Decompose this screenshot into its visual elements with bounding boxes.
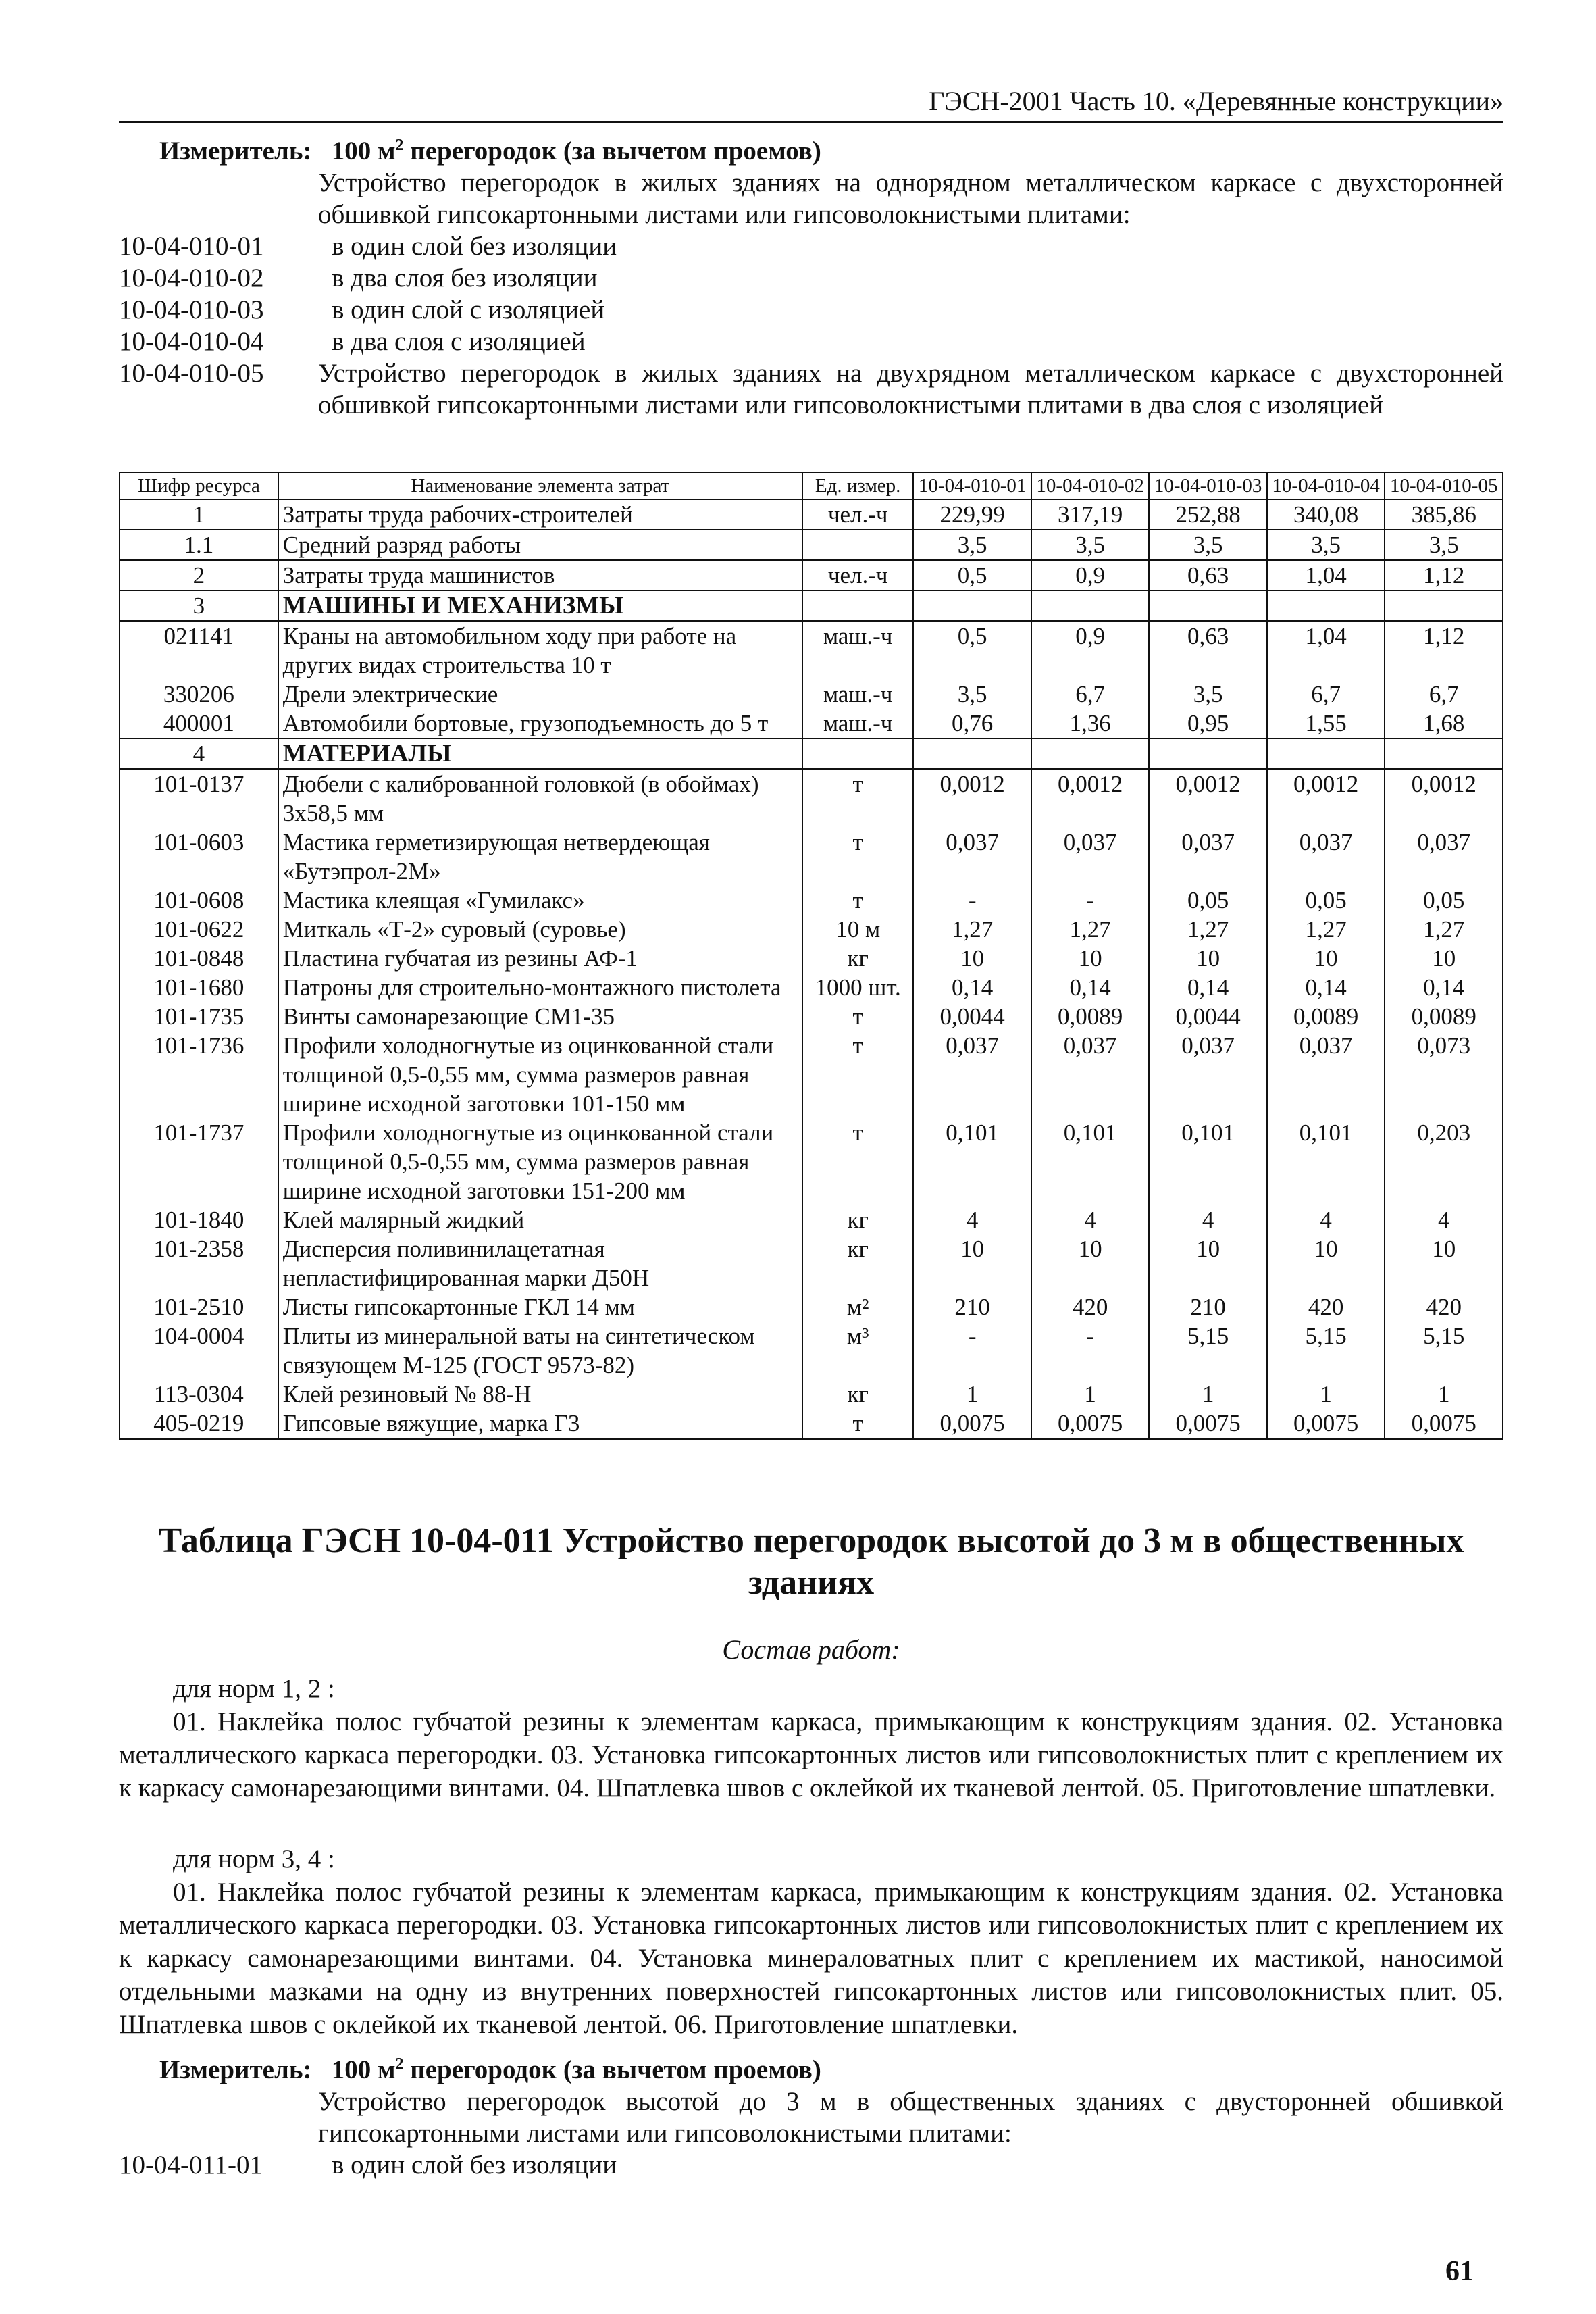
norm-value: 10 [1267, 944, 1385, 973]
top-measure-block [119, 135, 1503, 421]
norm-value [913, 590, 1031, 621]
norm-value: 0,0012 [1385, 769, 1503, 828]
norm-value: 0,0075 [1149, 1409, 1267, 1439]
measure-label: Измеритель: [159, 136, 312, 166]
norm-value: 317,19 [1031, 499, 1150, 530]
norm-value: 0,9 [1031, 621, 1150, 680]
norm-value: 0,14 [1149, 973, 1267, 1002]
norm-value [1031, 590, 1150, 621]
norm-value: 0,14 [913, 973, 1031, 1002]
resource-unit: 1000 шт. [802, 973, 913, 1002]
resource-unit: т [802, 828, 913, 886]
resource-code: 101-1737 [120, 1118, 278, 1205]
table-row [120, 944, 1503, 973]
norm-value: 10 [1385, 944, 1503, 973]
resource-code: 101-1735 [120, 1002, 278, 1031]
resource-unit: т [802, 1002, 913, 1031]
norm-value: 1,68 [1385, 709, 1503, 738]
resource-name: Листы гипсокартонные ГКЛ 14 мм [278, 1292, 802, 1322]
norm-value: 0,037 [1031, 1031, 1150, 1118]
resource-name: МАТЕРИАЛЫ [278, 738, 802, 769]
norm-value: 0,14 [1267, 973, 1385, 1002]
col-header-norm: 10-04-010-04 [1267, 472, 1385, 499]
resource-name: Мастика клеящая «Гумилакс» [278, 886, 802, 915]
resources-table [119, 472, 1503, 1440]
resource-code: 101-1680 [120, 973, 278, 1002]
resource-name: Затраты труда рабочих-строителей [278, 499, 802, 530]
resource-code: 400001 [120, 709, 278, 738]
norm-value: 0,073 [1385, 1031, 1503, 1118]
works-list-3-4: 01. Наклейка полос губчатой резины к элементам каркаса, примыкающим к конструкциям здания. 02. Установка металлического каркаса перегородки. 03. Установка гипсокартонных листов или гипсоволокнистых плит с креплением их к каркасу самонарезающими винтами. 04. Установка минераловатных плит с креплением их мастикой, наносимой отдельными мазками на одну из внутренних поверхностей гипсокартонных листов или гипсоволокнистых плит. 05. Шпатлевка швов с оклейкой их тканевой лентой. 06. Приготовление шпатлевки. [119, 1878, 1503, 2039]
col-header-norm: 10-04-010-03 [1149, 472, 1267, 499]
norm-value: 1,12 [1385, 560, 1503, 590]
norm-value: 3,5 [1385, 530, 1503, 560]
resource-code: 405-0219 [120, 1409, 278, 1439]
table-row [120, 1380, 1503, 1409]
norm-line [119, 357, 1503, 421]
resource-name: Дюбели с калиброванной головкой (в обоймах) 3x58,5 мм [278, 769, 802, 828]
resource-unit: т [802, 1118, 913, 1205]
norm-value: 1,27 [1385, 915, 1503, 944]
norm-value: 0,0012 [913, 769, 1031, 828]
norm-value: 0,037 [913, 828, 1031, 886]
norm-value: 0,0089 [1385, 1002, 1503, 1031]
norm-code: 10-04-010-03 [119, 295, 264, 324]
norm-value: 0,0012 [1267, 769, 1385, 828]
norm-value: 0,101 [1149, 1118, 1267, 1205]
norm-value: - [913, 886, 1031, 915]
table-header-row [120, 472, 1503, 499]
norm-value: 210 [1149, 1292, 1267, 1322]
resource-code: 021141 [120, 621, 278, 680]
norm-line [119, 2149, 1503, 2181]
resource-unit [802, 738, 913, 769]
resource-name: Патроны для строительно-монтажного пистолета [278, 973, 802, 1002]
norm-value: 3,5 [913, 680, 1031, 709]
norm-value: 10 [1149, 1234, 1267, 1292]
col-header-norm: 10-04-010-01 [913, 472, 1031, 499]
norm-value: 252,88 [1149, 499, 1267, 530]
resource-name: Винты самонарезающие СМ1-35 [278, 1002, 802, 1031]
norm-value: 0,05 [1149, 886, 1267, 915]
col-header-name: Наименование элемента затрат [278, 472, 802, 499]
resource-name: Клей резиновый № 88-Н [278, 1380, 802, 1409]
resource-unit: маш.-ч [802, 709, 913, 738]
norm-value: 1 [1267, 1380, 1385, 1409]
resource-name: Плиты из минеральной ваты на синтетическом связующем М-125 (ГОСТ 9573-82) [278, 1322, 802, 1380]
norm-text: в один слой без изоляции [332, 232, 617, 261]
norm-value: 5,15 [1149, 1322, 1267, 1380]
resource-unit: т [802, 1031, 913, 1118]
table-row [120, 1322, 1503, 1380]
norm-value: 10 [1031, 1234, 1150, 1292]
norm-value: 0,101 [1267, 1118, 1385, 1205]
resource-code: 101-0603 [120, 828, 278, 886]
norm-value: 0,101 [913, 1118, 1031, 1205]
norm-value: 4 [1385, 1205, 1503, 1234]
resource-name: Профили холодногнутые из оцинкованной стали толщиной 0,5-0,55 мм, сумма размеров равная ширине исходной заготовки 151-200 мм [278, 1118, 802, 1205]
norm-value: 420 [1385, 1292, 1503, 1322]
norm-value [913, 738, 1031, 769]
col-header-norm: 10-04-010-05 [1385, 472, 1503, 499]
resource-code: 101-0622 [120, 915, 278, 944]
norm-value [1149, 738, 1267, 769]
norm-value: 3,5 [913, 530, 1031, 560]
table-row [120, 769, 1503, 828]
norm-value: 10 [913, 1234, 1031, 1292]
bottom-measure-block [119, 2054, 1503, 2181]
resource-name: Средний разряд работы [278, 530, 802, 560]
norm-value [1267, 738, 1385, 769]
table-row [120, 915, 1503, 944]
resource-name: Мастика герметизирующая нетвердеющая «Бутэпрол-2М» [278, 828, 802, 886]
norm-value: 5,15 [1385, 1322, 1503, 1380]
norm-value: 3,5 [1149, 680, 1267, 709]
measure-sup: 2 [395, 136, 404, 154]
resource-code: 1 [120, 499, 278, 530]
resource-name: Дисперсия поливинилацетатная непластифицированная марки Д50Н [278, 1234, 802, 1292]
resource-unit: т [802, 1409, 913, 1439]
norm-value: 10 [1031, 944, 1150, 973]
measure-label: Измеритель: [159, 2055, 312, 2084]
norms-3-4-label: для норм 3, 4 : [173, 1844, 335, 1873]
norm-value: 0,0044 [1149, 1002, 1267, 1031]
norm-value: 3,5 [1267, 530, 1385, 560]
norm-value [1149, 590, 1267, 621]
norm-value: 1,27 [1149, 915, 1267, 944]
norm-value: 6,7 [1031, 680, 1150, 709]
composition-heading: Состав работ: [722, 1634, 900, 1665]
table-row [120, 1409, 1503, 1439]
table-row [120, 590, 1503, 621]
norm-text: в один слой с изоляцией [332, 295, 605, 324]
page-number: 61 [1445, 2256, 1474, 2287]
norm-intro: Устройство перегородок высотой до 3 м в общественных зданиях с двусторонней обшивкой гипсокартонными листами или гипсоволокнистыми плитами: [318, 2087, 1503, 2148]
resource-name: МАШИНЫ И МЕХАНИЗМЫ [278, 590, 802, 621]
resource-unit: кг [802, 944, 913, 973]
norm-value: 1 [1149, 1380, 1267, 1409]
resource-unit: кг [802, 1234, 913, 1292]
norm-value: 3,5 [1149, 530, 1267, 560]
works-list-1-2: 01. Наклейка полос губчатой резины к элементам каркаса, примыкающим к конструкциям здания. 02. Установка металлического каркаса перегородки. 03. Установка гипсокартонных листов или гипсоволокнистых плит с креплением их к каркасу самонарезающими винтами. 04. Шпатлевка швов с оклейкой их тканевой лентой. 05. Приготовление шпатлевки. [119, 1707, 1503, 1803]
norm-value [1267, 590, 1385, 621]
norm-value: 4 [1149, 1205, 1267, 1234]
resource-unit: 10 м [802, 915, 913, 944]
norm-value: 0,0075 [1031, 1409, 1150, 1439]
measure-line [119, 135, 1503, 167]
norm-value: 0,101 [1031, 1118, 1150, 1205]
norm-value: 0,037 [1149, 828, 1267, 886]
table-row [120, 530, 1503, 560]
resource-name: Автомобили бортовые, грузоподъемность до 5 т [278, 709, 802, 738]
norm-value: 0,037 [1267, 828, 1385, 886]
norm-value [1031, 738, 1150, 769]
norm-value: 0,63 [1149, 621, 1267, 680]
norm-value: 0,95 [1149, 709, 1267, 738]
resource-code: 101-1840 [120, 1205, 278, 1234]
resource-code: 330206 [120, 680, 278, 709]
norm-text: в два слоя с изоляцией [332, 327, 586, 356]
norm-value: 0,037 [1149, 1031, 1267, 1118]
resource-unit: т [802, 769, 913, 828]
norm-value: 4 [913, 1205, 1031, 1234]
table-row [120, 1292, 1503, 1322]
norm-value: 0,9 [1031, 560, 1150, 590]
col-header-code: Шифр ресурса [120, 472, 278, 499]
norm-line [119, 262, 1503, 294]
norm-value: 4 [1031, 1205, 1150, 1234]
norm-value: 4 [1267, 1205, 1385, 1234]
measure-rest: перегородок (за вычетом проемов) [403, 136, 821, 166]
norm-value: 10 [1149, 944, 1267, 973]
resource-code: 3 [120, 590, 278, 621]
norm-code: 10-04-011-01 [119, 2150, 263, 2180]
resource-code: 104-0004 [120, 1322, 278, 1380]
running-header: ГЭСН-2001 Часть 10. «Деревянные конструкции» [119, 85, 1503, 123]
resource-unit [802, 590, 913, 621]
norm-value: 420 [1267, 1292, 1385, 1322]
norm-code: 10-04-010-05 [119, 359, 264, 388]
measure-line [119, 2054, 1503, 2086]
norm-text: в два слоя без изоляции [332, 263, 598, 293]
norm-value: 0,037 [1385, 828, 1503, 886]
norm-value: 0,5 [913, 560, 1031, 590]
resource-name: Пластина губчатая из резины АФ-1 [278, 944, 802, 973]
norm-line [119, 326, 1503, 357]
resource-unit: кг [802, 1380, 913, 1409]
norm-value: 0,037 [1267, 1031, 1385, 1118]
resource-unit: чел.-ч [802, 560, 913, 590]
table-row [120, 1118, 1503, 1205]
norm-value: 0,203 [1385, 1118, 1503, 1205]
norm-value: 6,7 [1267, 680, 1385, 709]
table-row [120, 621, 1503, 680]
measure-value: 100 м [331, 136, 396, 166]
norm-value: 0,05 [1385, 886, 1503, 915]
norm-value: 1 [1031, 1380, 1150, 1409]
table-row [120, 680, 1503, 709]
norm-line [119, 230, 1503, 262]
norm-value: 0,0089 [1267, 1002, 1385, 1031]
norm-value: 0,14 [1385, 973, 1503, 1002]
resource-name: Гипсовые вяжущие, марка Г3 [278, 1409, 802, 1439]
norm-text: в один слой без изоляции [332, 2150, 617, 2180]
norm-value [1385, 590, 1503, 621]
table-row [120, 886, 1503, 915]
norm-value: 0,14 [1031, 973, 1150, 1002]
table-row [120, 1234, 1503, 1292]
measure-sup: 2 [395, 2055, 404, 2073]
col-header-norm: 10-04-010-02 [1031, 472, 1150, 499]
resource-unit: маш.-ч [802, 621, 913, 680]
resource-code: 101-0608 [120, 886, 278, 915]
norm-value: 210 [913, 1292, 1031, 1322]
table-row [120, 709, 1503, 738]
resource-unit: м² [802, 1292, 913, 1322]
section-title: Таблица ГЭСН 10-04-011 Устройство перегородок высотой до 3 м в общественных зданиях [158, 1521, 1464, 1602]
col-header-unit: Ед. измер. [802, 472, 913, 499]
norm-value: 0,05 [1267, 886, 1385, 915]
norm-value: 0,63 [1149, 560, 1267, 590]
measure-value: 100 м [331, 2055, 396, 2084]
norm-value: 1,55 [1267, 709, 1385, 738]
norm-value: - [913, 1322, 1031, 1380]
norm-intro: Устройство перегородок в жилых зданиях на однорядном металлическом каркасе с двухсторонней обшивкой гипсокартонными листами или гипсоволокнистыми плитами: [318, 168, 1503, 229]
norm-value: 420 [1031, 1292, 1150, 1322]
norm-text: Устройство перегородок в жилых зданиях на двухрядном металлическом каркасе с двухсторонней обшивкой гипсокартонными листами или гипсоволокнистыми плитами в два слоя с изоляцией [318, 359, 1503, 420]
norm-value: 0,0089 [1031, 1002, 1150, 1031]
norm-value: 0,037 [1031, 828, 1150, 886]
norm-value: 229,99 [913, 499, 1031, 530]
resource-name: Затраты труда машинистов [278, 560, 802, 590]
works-for-norms-3-4 [119, 1842, 1503, 2041]
norm-value: 340,08 [1267, 499, 1385, 530]
norm-value: 3,5 [1031, 530, 1150, 560]
norm-value: 1,04 [1267, 621, 1385, 680]
norm-value: 0,0044 [913, 1002, 1031, 1031]
table-row [120, 499, 1503, 530]
norms-1-2-label: для норм 1, 2 : [173, 1674, 335, 1703]
table-row [120, 560, 1503, 590]
resource-code: 4 [120, 738, 278, 769]
norm-value: 1,12 [1385, 621, 1503, 680]
norm-value: 0,76 [913, 709, 1031, 738]
resource-code: 101-0137 [120, 769, 278, 828]
norm-code: 10-04-010-01 [119, 232, 264, 261]
norm-value: 1,27 [1031, 915, 1150, 944]
measure-rest: перегородок (за вычетом проемов) [403, 2055, 821, 2084]
resource-name: Клей малярный жидкий [278, 1205, 802, 1234]
resource-code: 101-2510 [120, 1292, 278, 1322]
resource-unit: маш.-ч [802, 680, 913, 709]
norm-code: 10-04-010-04 [119, 327, 264, 356]
norm-value: 0,037 [913, 1031, 1031, 1118]
norm-value: 0,0012 [1031, 769, 1150, 828]
norm-value: 0,0012 [1149, 769, 1267, 828]
resource-name: Миткаль «Т-2» суровый (суровье) [278, 915, 802, 944]
resource-code: 2 [120, 560, 278, 590]
norm-value: 0,0075 [1385, 1409, 1503, 1439]
norm-value: 1 [913, 1380, 1031, 1409]
resource-code: 101-1736 [120, 1031, 278, 1118]
norm-value: 385,86 [1385, 499, 1503, 530]
works-for-norms-1-2 [119, 1672, 1503, 1805]
table-row [120, 738, 1503, 769]
norm-value: 1,27 [913, 915, 1031, 944]
norm-value: 0,0075 [1267, 1409, 1385, 1439]
norm-line [119, 294, 1503, 326]
table-row [120, 973, 1503, 1002]
resource-name: Профили холодногнутые из оцинкованной стали толщиной 0,5-0,55 мм, сумма размеров равная ширине исходной заготовки 101-150 мм [278, 1031, 802, 1118]
table-row [120, 1002, 1503, 1031]
norm-value: 0,5 [913, 621, 1031, 680]
norm-value: 10 [913, 944, 1031, 973]
resource-name: Краны на автомобильном ходу при работе на других видах строительства 10 т [278, 621, 802, 680]
norm-value: - [1031, 886, 1150, 915]
resource-unit: т [802, 886, 913, 915]
resource-code: 1.1 [120, 530, 278, 560]
resource-unit: кг [802, 1205, 913, 1234]
resource-code: 101-2358 [120, 1234, 278, 1292]
norm-value: 6,7 [1385, 680, 1503, 709]
norm-value: 10 [1267, 1234, 1385, 1292]
resource-code: 113-0304 [120, 1380, 278, 1409]
norm-value: 1,27 [1267, 915, 1385, 944]
resource-name: Дрели электрические [278, 680, 802, 709]
norm-code: 10-04-010-02 [119, 263, 264, 293]
norm-value [1385, 738, 1503, 769]
norm-value: 0,0075 [913, 1409, 1031, 1439]
norm-value: 1,04 [1267, 560, 1385, 590]
resource-unit: чел.-ч [802, 499, 913, 530]
norm-value: 5,15 [1267, 1322, 1385, 1380]
resource-unit [802, 530, 913, 560]
norm-value: - [1031, 1322, 1150, 1380]
norm-value: 10 [1385, 1234, 1503, 1292]
table-row [120, 1205, 1503, 1234]
table-row [120, 1031, 1503, 1118]
table-row [120, 828, 1503, 886]
resource-unit: м³ [802, 1322, 913, 1380]
norm-value: 1 [1385, 1380, 1503, 1409]
norm-value: 1,36 [1031, 709, 1150, 738]
resource-code: 101-0848 [120, 944, 278, 973]
